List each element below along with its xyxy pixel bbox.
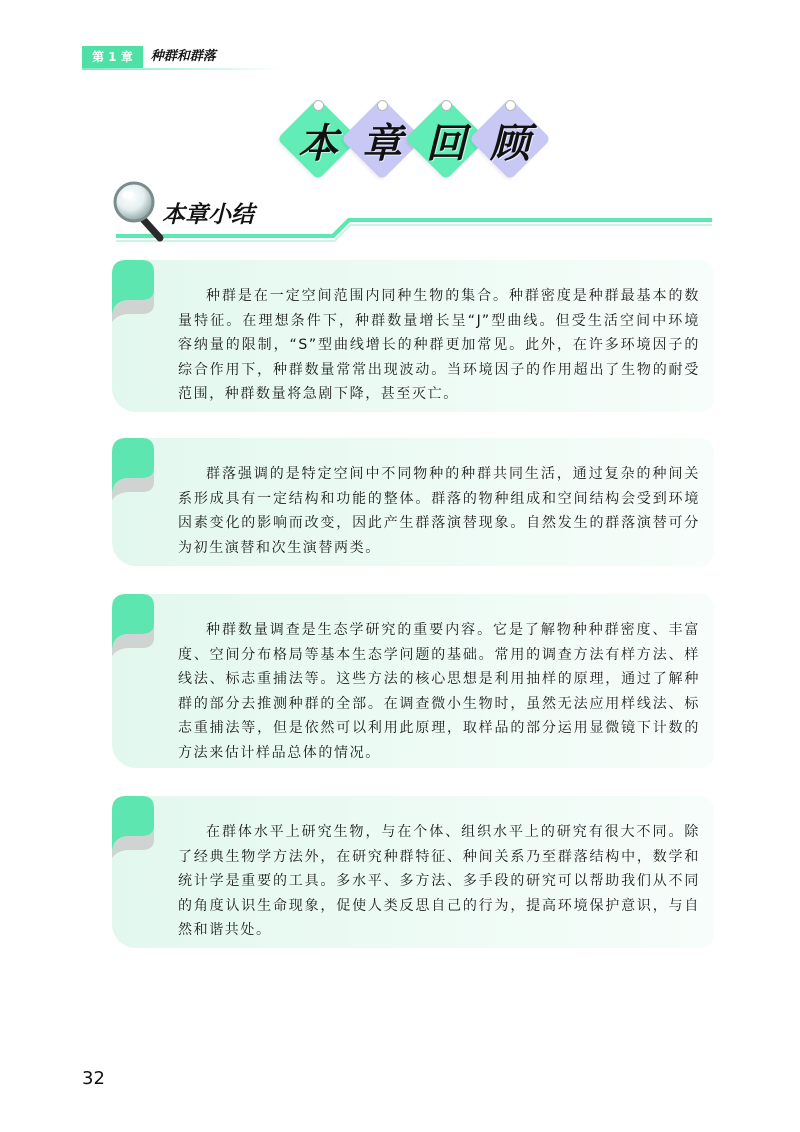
- chapter-name: 种群和群落: [150, 49, 216, 64]
- section-header: [112, 178, 712, 250]
- card-corner-tab: [112, 796, 154, 858]
- tag-hole: [441, 100, 452, 111]
- card-corner-tab: [112, 594, 154, 656]
- summary-paragraph: 种群是在一定空间范围内同种生物的集合。种群密度是种群最基本的数量特征。在理想条件下，种群数量增长呈“J”型曲线。但受生活空间中环境容纳量的限制，“S”型曲线增长的种群更加常见。此外，在许多环境因子的综合作用下，种群数量常常出现波动。当环境因子的作用超出了生物的耐受范围，种群数量将急剧下降，甚至灭亡。: [178, 288, 700, 402]
- chapter-header: [82, 46, 216, 68]
- summary-paragraph: 群落强调的是特定空间中不同物种的种群共同生活，通过复杂的种间关系形成具有一定结构和功能的整体。群落的物种组成和空间结构会受到环境因素变化的影响而改变，因此产生群落演替现象。自然发生的群落演替可分为初生演替和次生演替两类。: [178, 466, 700, 556]
- title-char: 本: [298, 121, 338, 167]
- title-char: 回: [426, 121, 466, 167]
- summary-paragraph: 种群数量调查是生态学研究的重要内容。它是了解物种种群密度、丰富度、空间分布格局等基本生态学问题的基础。常用的调查方法有样方法、样线法、标志重捕法等。这些方法的核心思想是利用抽样的原理，通过了解种群的部分去推测种群的全部。在调查微小生物时，虽然无法应用样线法、标志重捕法等，但是依然可以利用此原理，取样品的部分运用显微镜下计数的方法来估计样品总体的情况。: [178, 622, 700, 761]
- card-corner-tab: [112, 438, 154, 500]
- chapter-review-title: [283, 100, 543, 180]
- title-char: 顾: [490, 121, 530, 167]
- tag-hole: [313, 100, 324, 111]
- chapter-underline: [82, 68, 282, 70]
- chapter-badge: 第 1 章: [82, 46, 143, 68]
- summary-card: [112, 438, 714, 566]
- section-title: 本章小结: [162, 202, 254, 228]
- title-char: 章: [362, 121, 402, 167]
- summary-card: [112, 260, 714, 412]
- card-corner-tab: [112, 260, 154, 322]
- tag-hole: [505, 100, 516, 111]
- summary-card: [112, 594, 714, 768]
- page-number: 32: [82, 1068, 105, 1089]
- magnifier-icon: [112, 180, 168, 242]
- summary-card: [112, 796, 714, 948]
- summary-paragraph: 在群体水平上研究生物，与在个体、组织水平上的研究有很大不同。除了经典生物学方法外，在研究种群特征、种间关系乃至群落结构中，数学和统计学是重要的工具。多水平、多方法、多手段的研究可以帮助我们从不同的角度认识生命现象，促使人类反思自己的行为，提高环境保护意识，与自然和谐共处。: [178, 824, 700, 938]
- tag-hole: [377, 100, 388, 111]
